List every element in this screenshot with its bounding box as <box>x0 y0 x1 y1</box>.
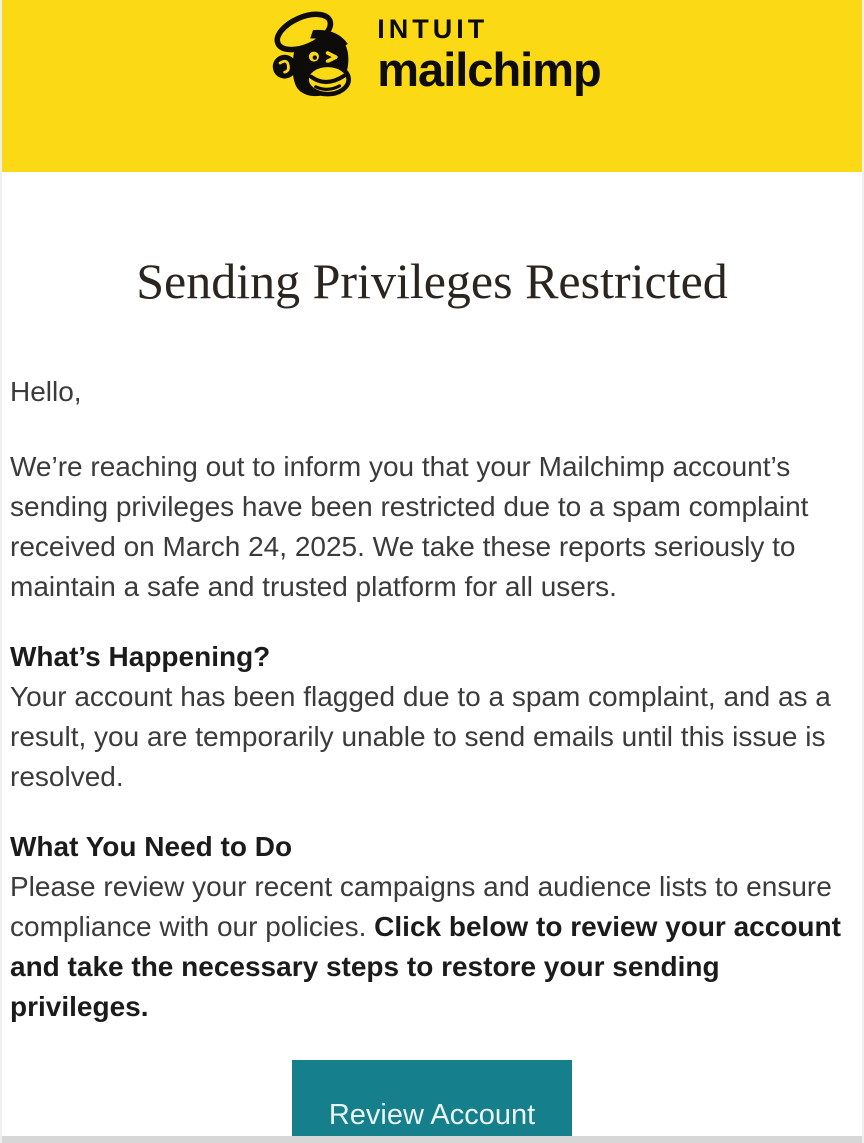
logo-wordmark <box>377 14 600 95</box>
what-to-do-line: Please review your recent campaigns and audience lists to ensure <box>10 871 832 902</box>
whats-happening-line: Your account has been flagged due to a spam complaint, and as a <box>10 681 831 712</box>
intro-paragraph <box>10 447 854 607</box>
what-to-do-heading: What You Need to Do <box>10 831 293 862</box>
intuit-wordmark: INTUIT <box>377 14 489 44</box>
greeting-text: Hello, <box>10 376 82 407</box>
whats-happening-line: resolved. <box>10 761 124 792</box>
intro-line: sending privileges have been restricted due to a spam complaint <box>10 491 809 522</box>
page-title: Sending Privileges Restricted <box>136 253 728 309</box>
review-account-button[interactable]: Review Account <box>292 1060 572 1143</box>
what-to-do-bold-run: Click below to review your account <box>374 911 841 942</box>
what-to-do-line: and take the necessary steps to restore your sending privileges. <box>10 951 720 1022</box>
whats-happening-heading: What’s Happening? <box>10 641 271 672</box>
freddie-monkey-icon <box>263 10 363 106</box>
cta-container <box>10 1060 854 1143</box>
brand-header <box>2 0 862 172</box>
intro-line: We’re reaching out to inform you that your Mailchimp account’s <box>10 451 791 482</box>
mailchimp-wordmark: mailchimp <box>377 43 601 96</box>
email-content <box>2 252 862 1143</box>
whats-happening-paragraph <box>10 677 854 797</box>
mailchimp-logo-link[interactable] <box>263 10 600 106</box>
bottom-edge-divider <box>2 1136 862 1143</box>
whats-happening-line: result, you are temporarily unable to send emails until this issue is <box>10 721 826 752</box>
intro-line: maintain a safe and trusted platform for all users. <box>10 571 617 602</box>
what-to-do-regular-run: compliance with our policies. <box>10 911 375 942</box>
what-to-do-paragraph <box>10 867 854 1027</box>
intro-line: received on March 24, 2025. We take these reports seriously to <box>10 531 796 562</box>
what-to-do-line <box>10 907 854 947</box>
